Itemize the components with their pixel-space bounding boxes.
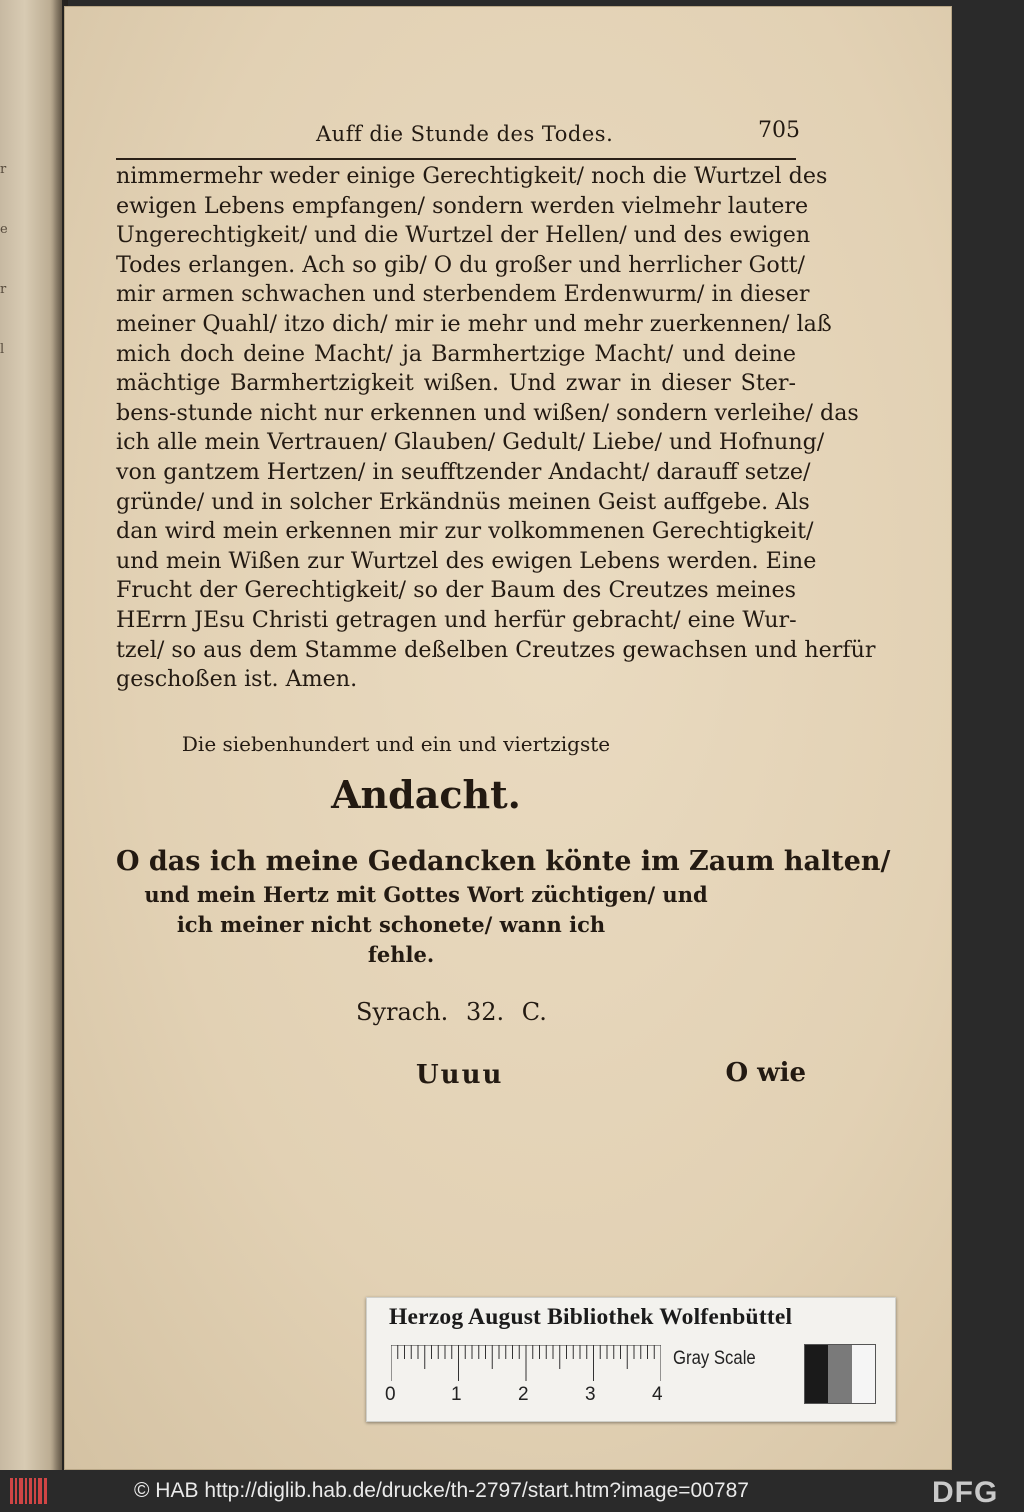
text-line: mir armen schwachen und sterbendem Erdenwurm/ in dieser [116, 281, 810, 308]
text-line: mächtige Barmhertzigkeit wißen. Und zwar in dieser Ster- [116, 370, 796, 397]
page-content [116, 118, 891, 1090]
ruler-scale [391, 1345, 661, 1381]
text-line: mich doch deine Macht/ ja Barmhertzige Macht/ und deine [116, 340, 796, 367]
body-text [116, 162, 876, 695]
footer-bar [0, 1470, 1024, 1512]
text-line: HErrn JEsu Christi getragen und herfür gebracht/ eine Wur- [116, 606, 797, 633]
subheading-line: ich meiner nicht schonete/ wann ich [176, 912, 606, 937]
ruler-number: 3 [585, 1384, 596, 1405]
text-line: ewigen Lebens empfangen/ sondern werden vielmehr lautere [116, 192, 809, 219]
text-line: geschoßen ist. Amen. [116, 666, 358, 693]
page-number: 705 [758, 118, 800, 143]
ruler-number: 2 [518, 1384, 529, 1405]
subheading-line: O das ich meine Gedancken könte im Zaum halten/ [116, 846, 891, 877]
catchword: O wie [725, 1058, 806, 1088]
text-line: von gantzem Hertzen/ in seufftzender Andacht/ darauff setze/ [116, 458, 811, 485]
dfg-logo: DFG [932, 1476, 999, 1509]
text-line: Todes erlangen. Ach so gib/ O du großer und herrlicher Gott/ [116, 251, 806, 278]
text-line: nimmermehr weder einige Gerechtigkeit/ noch die Wurtzel des [116, 163, 828, 189]
section-subheading [116, 844, 891, 970]
left-page-fragments [0, 140, 14, 380]
ruler-number: 1 [451, 1384, 462, 1405]
scripture-citation: Syrach. 32. C. [356, 998, 547, 1026]
section-heading-large: Andacht. [331, 772, 521, 817]
text-line: tzel/ so aus dem Stamme deßelben Creutzes gewachsen und herfür [116, 636, 876, 663]
card-title: Herzog August Bibliothek Wolfenbüttel [389, 1304, 793, 1330]
subheading-line: und mein Hertz mit Gottes Wort züchtigen/ und [144, 882, 708, 907]
swatch-gray [828, 1345, 851, 1403]
left-page-fragment: r [0, 282, 7, 297]
text-line: bens-stunde nicht nur erkennen und wißen/ sondern verleihe/ das [116, 399, 859, 426]
text-line: Frucht der Gerechtigkeit/ so der Baum des Creutzes meines [116, 577, 796, 604]
text-line: Ungerechtigkeit/ und die Wurtzel der Hellen/ und des ewigen [116, 222, 811, 249]
ruler-number: 4 [652, 1384, 663, 1405]
section-heading-small: Die siebenhundert und ein und viertzigste [181, 732, 611, 756]
swatch-black [805, 1345, 828, 1403]
running-head-title: Auff die Stunde des Todes. [316, 122, 614, 146]
scanned-page [64, 6, 952, 1470]
text-line: dan wird mein erkennen mir zur volkommenen Gerechtigkeit/ [116, 518, 814, 545]
swatch-white [852, 1345, 875, 1403]
barcode-icon [10, 1478, 48, 1504]
text-line: gründe/ und in solcher Erkändnüs meinen Geist auffgebe. Als [116, 488, 810, 515]
color-reference-card [366, 1297, 896, 1422]
header-rule [116, 158, 796, 160]
footer-source-link[interactable]: © HAB http://diglib.hab.de/drucke/th-2797/start.htm?image=00787 [134, 1479, 749, 1502]
gray-scale-label: Gray Scale [673, 1348, 756, 1369]
text-line: und mein Wißen zur Wurtzel des ewigen Lebens werden. Eine [116, 547, 817, 574]
left-page-fragment: r [0, 162, 7, 177]
left-page-fragment: l [0, 342, 5, 357]
text-line: ich alle mein Vertrauen/ Glauben/ Gedult/ Liebe/ und Hofnung/ [116, 429, 825, 456]
subheading-line: fehle. [367, 942, 435, 967]
text-line: meiner Quahl/ itzo dich/ mir ie mehr und mehr zuerkennen/ laß [116, 310, 832, 337]
signature-mark: Uuuu [416, 1060, 504, 1090]
running-head [116, 118, 800, 148]
ruler-numbers [385, 1384, 675, 1410]
ruler-number: 0 [385, 1384, 396, 1405]
left-page-fragment: e [0, 222, 8, 237]
gray-scale-swatches [804, 1344, 876, 1404]
